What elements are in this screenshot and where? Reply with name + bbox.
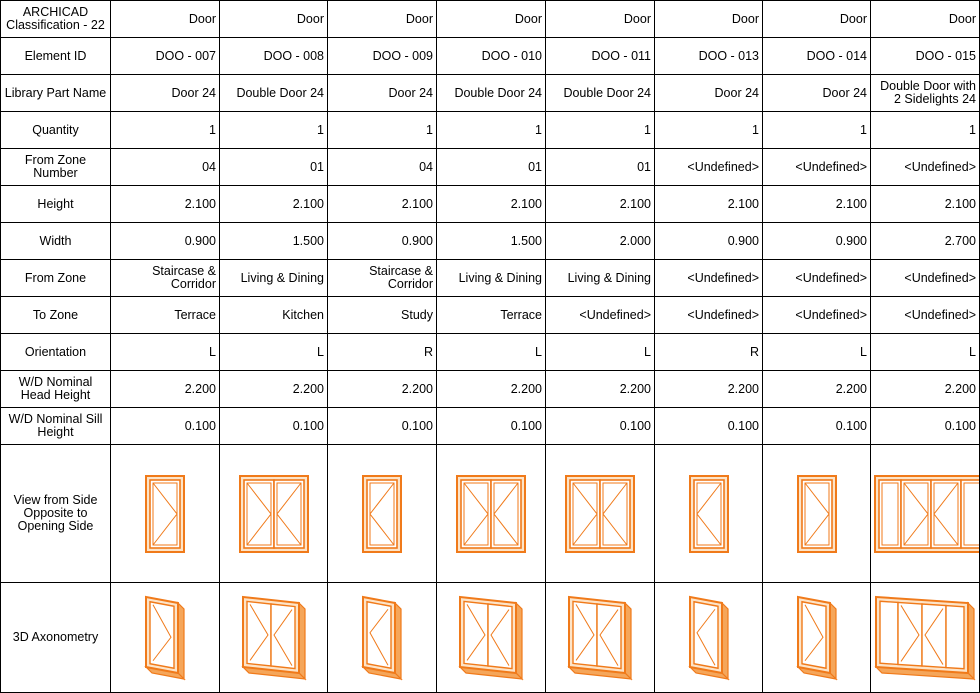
cell-height: 2.100 [220,186,328,223]
cell-quantity: 1 [328,112,437,149]
axonometry-single-door-icon [763,583,871,693]
double-door-icon [239,475,309,553]
cell-to-zone: <Undefined> [655,297,763,334]
row-axonometry [1,583,980,693]
row-label: Width [1,223,111,260]
cell-height: 2.100 [328,186,437,223]
cell-quantity: 1 [220,112,328,149]
row-height [1,186,980,223]
cell-width: 1.500 [220,223,328,260]
cell-orientation: L [871,334,980,371]
cell-head-height: 2.200 [763,371,871,408]
double-door-icon [458,595,524,681]
cell-to-zone: Terrace [111,297,220,334]
cell-from-zone-number: 01 [437,149,546,186]
cell-library-part: Double Door 24 [220,75,328,112]
row-quantity [1,112,980,149]
cell-library-part: Door 24 [111,75,220,112]
cell-classification: Door [763,1,871,38]
cell-width: 2.700 [871,223,980,260]
cell-classification: Door [220,1,328,38]
cell-to-zone: Kitchen [220,297,328,334]
cell-width: 0.900 [111,223,220,260]
cell-quantity: 1 [546,112,655,149]
double-door-icon [565,475,635,553]
row-label: W/D Nominal Sill Height [1,408,111,445]
cell-classification: Door [111,1,220,38]
cell-library-part: Door 24 [655,75,763,112]
single-door-icon [144,595,186,681]
cell-head-height: 2.200 [111,371,220,408]
double-door-sidelights-icon [874,475,980,553]
cell-library-part: Double Door 24 [546,75,655,112]
row-sill-height [1,408,980,445]
cell-sill-height: 0.100 [871,408,980,445]
single-door-icon [797,475,837,553]
cell-sill-height: 0.100 [437,408,546,445]
cell-sill-height: 0.100 [655,408,763,445]
single-door-icon [361,595,403,681]
row-label: Height [1,186,111,223]
cell-classification: Door [546,1,655,38]
elevation-single-door-icon [655,445,763,583]
cell-to-zone: Study [328,297,437,334]
double-door-icon [456,475,526,553]
cell-element-id: DOO - 014 [763,38,871,75]
cell-from-zone-number: <Undefined> [655,149,763,186]
cell-from-zone-number: 04 [328,149,437,186]
cell-orientation: L [220,334,328,371]
cell-sill-height: 0.100 [220,408,328,445]
elevation-double-door-sidelights-icon [871,445,980,583]
cell-head-height: 2.200 [220,371,328,408]
row-label: View from Side Opposite to Opening Side [1,445,111,583]
row-to-zone [1,297,980,334]
cell-quantity: 1 [111,112,220,149]
cell-library-part: Door 24 [328,75,437,112]
single-door-icon [688,595,730,681]
cell-element-id: DOO - 010 [437,38,546,75]
row-label: Element ID [1,38,111,75]
cell-height: 2.100 [871,186,980,223]
cell-from-zone: <Undefined> [763,260,871,297]
cell-element-id: DOO - 009 [328,38,437,75]
row-label: W/D Nominal Head Height [1,371,111,408]
cell-from-zone: <Undefined> [871,260,980,297]
row-from-zone [1,260,980,297]
row-from-zone-number [1,149,980,186]
cell-quantity: 1 [763,112,871,149]
row-orientation [1,334,980,371]
row-width [1,223,980,260]
cell-orientation: R [328,334,437,371]
cell-orientation: L [437,334,546,371]
elevation-double-door-icon [546,445,655,583]
cell-head-height: 2.200 [655,371,763,408]
axonometry-double-door-icon [437,583,546,693]
cell-orientation: L [546,334,655,371]
cell-library-part: Door 24 [763,75,871,112]
cell-head-height: 2.200 [437,371,546,408]
axonometry-single-door-icon [328,583,437,693]
row-label: Quantity [1,112,111,149]
cell-sill-height: 0.100 [763,408,871,445]
cell-from-zone-number: 01 [546,149,655,186]
elevation-double-door-icon [437,445,546,583]
row-head-height [1,371,980,408]
cell-from-zone: Living & Dining [437,260,546,297]
cell-head-height: 2.200 [328,371,437,408]
cell-orientation: L [111,334,220,371]
cell-element-id: DOO - 015 [871,38,980,75]
cell-classification: Door [871,1,980,38]
cell-element-id: DOO - 008 [220,38,328,75]
cell-from-zone: Staircase & Corridor [111,260,220,297]
cell-from-zone-number: 01 [220,149,328,186]
cell-height: 2.100 [546,186,655,223]
cell-element-id: DOO - 007 [111,38,220,75]
cell-from-zone-number: <Undefined> [763,149,871,186]
cell-quantity: 1 [437,112,546,149]
elevation-single-door-icon [763,445,871,583]
cell-width: 0.900 [655,223,763,260]
double-door-icon [241,595,307,681]
cell-from-zone: <Undefined> [655,260,763,297]
cell-library-part: Double Door 24 [437,75,546,112]
single-door-icon [689,475,729,553]
cell-to-zone: Terrace [437,297,546,334]
row-label: From Zone Number [1,149,111,186]
cell-orientation: L [763,334,871,371]
single-door-icon [796,595,838,681]
cell-classification: Door [655,1,763,38]
cell-from-zone-number: 04 [111,149,220,186]
cell-library-part: Double Door with 2 Sidelights 24 [871,75,980,112]
axonometry-double-door-icon [546,583,655,693]
row-label: From Zone [1,260,111,297]
row-view-side [1,445,980,583]
cell-height: 2.100 [111,186,220,223]
axonometry-double-door-icon [220,583,328,693]
row-label: To Zone [1,297,111,334]
cell-sill-height: 0.100 [328,408,437,445]
elevation-single-door-icon [111,445,220,583]
cell-sill-height: 0.100 [111,408,220,445]
double-door-icon [567,595,633,681]
row-label: ARCHICAD Classification - 22 [1,1,111,38]
cell-quantity: 1 [871,112,980,149]
cell-sill-height: 0.100 [546,408,655,445]
cell-element-id: DOO - 013 [655,38,763,75]
cell-to-zone: <Undefined> [871,297,980,334]
cell-width: 2.000 [546,223,655,260]
cell-to-zone: <Undefined> [546,297,655,334]
axonometry-single-door-icon [111,583,220,693]
cell-height: 2.100 [655,186,763,223]
double-door-sidelights-icon [874,595,976,681]
row-label: Orientation [1,334,111,371]
row-label: Library Part Name [1,75,111,112]
row-library-part [1,75,980,112]
cell-width: 0.900 [328,223,437,260]
row-classification [1,1,980,38]
row-element-id [1,38,980,75]
cell-height: 2.100 [437,186,546,223]
cell-width: 0.900 [763,223,871,260]
cell-classification: Door [328,1,437,38]
cell-width: 1.500 [437,223,546,260]
cell-to-zone: <Undefined> [763,297,871,334]
axonometry-double-door-sidelights-icon [871,583,980,693]
cell-from-zone: Living & Dining [546,260,655,297]
single-door-icon [362,475,402,553]
elevation-single-door-icon [328,445,437,583]
elevation-double-door-icon [220,445,328,583]
cell-head-height: 2.200 [546,371,655,408]
cell-quantity: 1 [655,112,763,149]
cell-from-zone: Living & Dining [220,260,328,297]
cell-element-id: DOO - 011 [546,38,655,75]
axonometry-single-door-icon [655,583,763,693]
cell-from-zone: Staircase & Corridor [328,260,437,297]
cell-from-zone-number: <Undefined> [871,149,980,186]
row-label: 3D Axonometry [1,583,111,693]
cell-height: 2.100 [763,186,871,223]
single-door-icon [145,475,185,553]
cell-classification: Door [437,1,546,38]
cell-orientation: R [655,334,763,371]
cell-head-height: 2.200 [871,371,980,408]
